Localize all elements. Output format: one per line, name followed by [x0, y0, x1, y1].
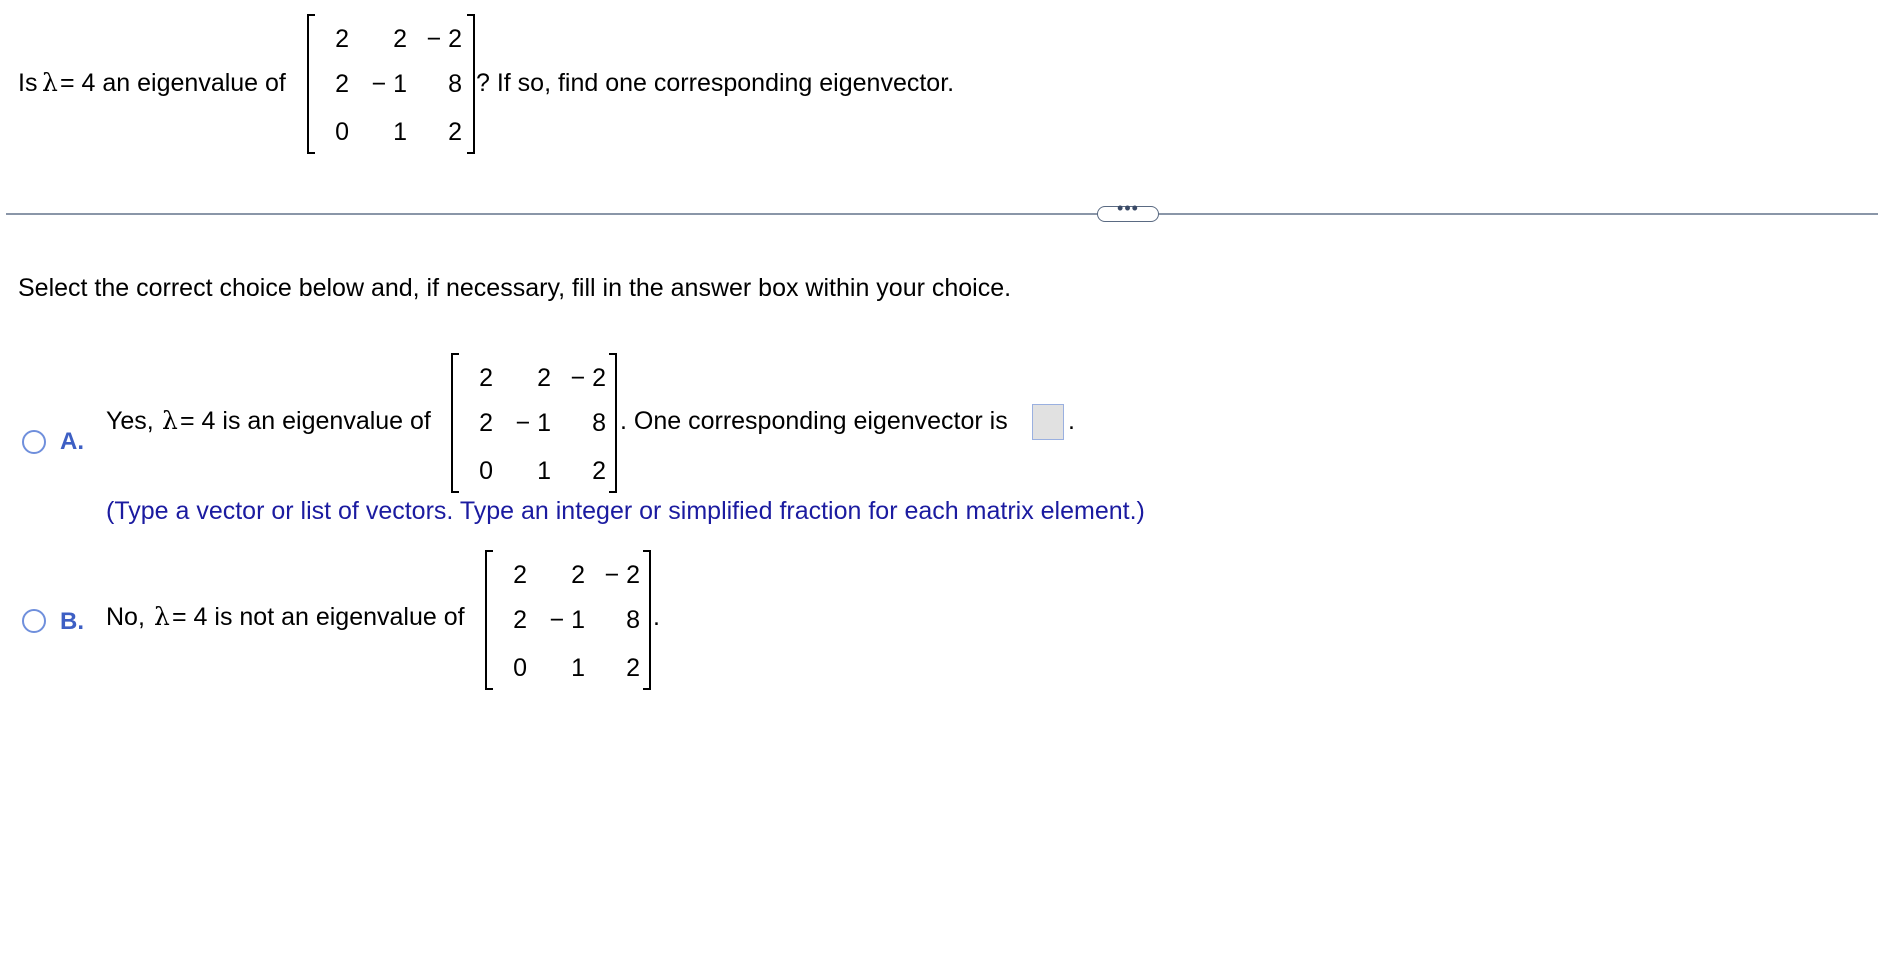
matrix-cell: − 2 [426, 25, 462, 53]
matrix-cell: 2 [571, 561, 585, 589]
matrix-cell: 8 [592, 409, 606, 437]
choice-b-matrix [485, 550, 651, 690]
answer-format-hint: (Type a vector or list of vectors. Type an integer or simplified fraction for each matrix element.) [106, 497, 1145, 525]
matrix-cell: 2 [626, 654, 640, 682]
lambda-symbol: λ [42, 68, 58, 97]
matrix-cell: 2 [448, 118, 462, 146]
matrix-cell: 8 [448, 70, 462, 98]
matrix-right-bracket [609, 353, 617, 493]
matrix-cell: − 1 [549, 606, 585, 634]
matrix-cell: 2 [513, 606, 527, 634]
choice-a-period: . [1068, 407, 1075, 435]
choice-b-radio[interactable] [22, 609, 46, 633]
matrix-cell: 8 [626, 606, 640, 634]
lambda-symbol: λ [154, 602, 170, 631]
question-suffix: ? If so, find one corresponding eigenvector. [476, 69, 955, 97]
choice-b-letter: B. [60, 608, 84, 635]
matrix-cell: 0 [335, 118, 349, 146]
section-divider [6, 213, 1878, 215]
matrix-cell: − 2 [570, 364, 606, 392]
question-eigenvalue-text: = 4 an eigenvalue of [60, 69, 286, 97]
matrix-cell: − 1 [515, 409, 551, 437]
matrix-cell: 2 [479, 409, 493, 437]
more-options-button[interactable] [1097, 198, 1159, 222]
choice-b-period: . [653, 603, 660, 631]
matrix-cell: 2 [513, 561, 527, 589]
question-matrix [307, 14, 475, 154]
choice-a-eigenvector-text: . One corresponding eigenvector is [620, 407, 1008, 435]
matrix-cell: 2 [592, 457, 606, 485]
ellipsis-icon: ••• [1117, 198, 1139, 218]
choice-a-prefix: Yes, [106, 407, 154, 435]
choice-a-statement: = 4 is an eigenvalue of [180, 407, 431, 435]
matrix-cell: 1 [537, 457, 551, 485]
instructions-text: Select the correct choice below and, if necessary, fill in the answer box within your choice. [18, 274, 1012, 302]
matrix-right-bracket [467, 14, 475, 154]
question-prefix: Is [18, 69, 38, 97]
matrix-cell: 2 [393, 25, 407, 53]
eigenvector-answer-box[interactable] [1032, 404, 1064, 440]
matrix-cell: 2 [335, 25, 349, 53]
matrix-cell: 1 [571, 654, 585, 682]
choice-a-letter: A. [60, 428, 84, 455]
choice-a-radio[interactable] [22, 430, 46, 454]
matrix-right-bracket [643, 550, 651, 690]
matrix-cell: − 1 [371, 70, 407, 98]
choice-b-statement: = 4 is not an eigenvalue of [172, 603, 465, 631]
matrix-cell: − 2 [604, 561, 640, 589]
matrix-cell: 2 [479, 364, 493, 392]
matrix-cell: 2 [335, 70, 349, 98]
lambda-symbol: λ [162, 406, 178, 435]
matrix-cell: 0 [513, 654, 527, 682]
matrix-cell: 2 [537, 364, 551, 392]
choice-b-prefix: No, [106, 603, 145, 631]
matrix-cell: 1 [393, 118, 407, 146]
matrix-cell: 0 [479, 457, 493, 485]
